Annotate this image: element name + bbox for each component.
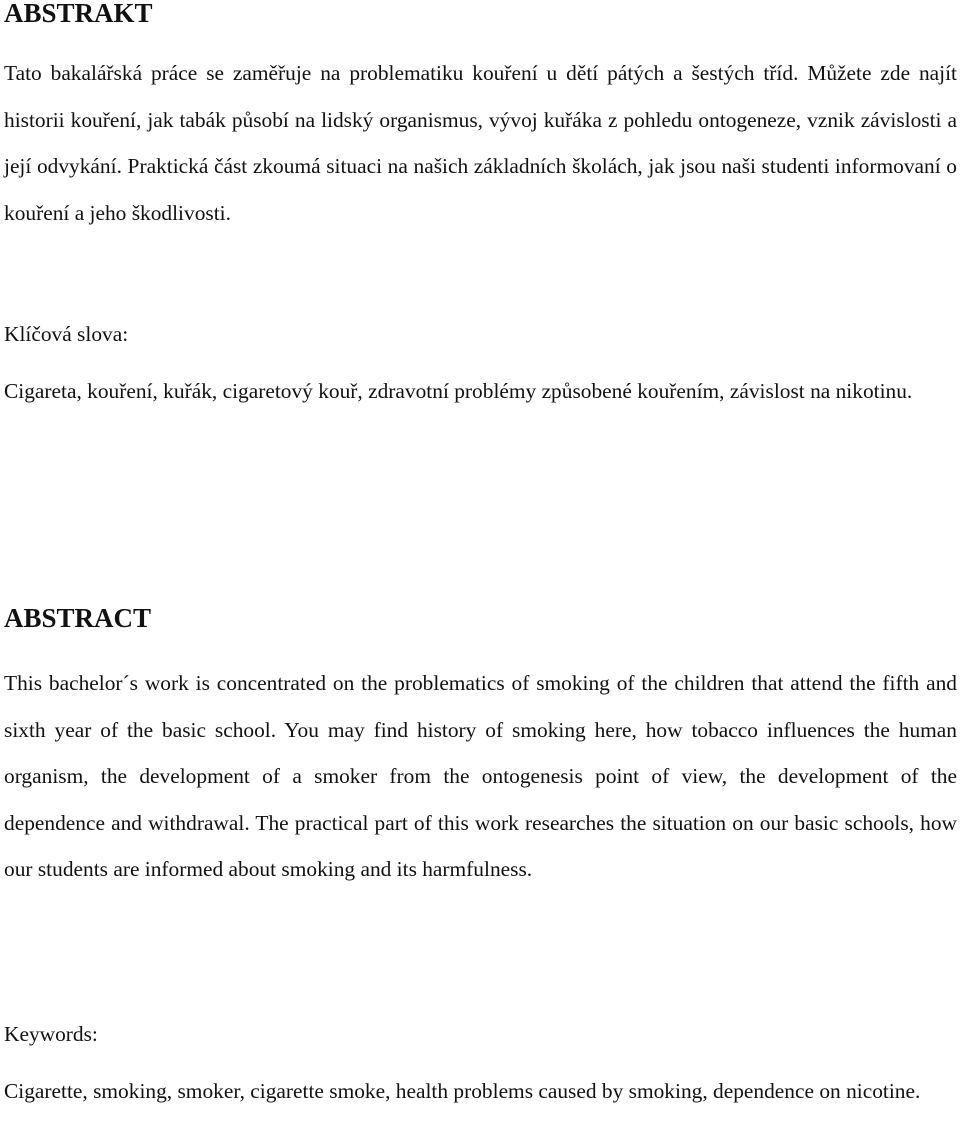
keywords-label-english: Keywords: — [4, 1022, 98, 1046]
abstract-paragraph-czech: Tato bakalářská práce se zaměřuje na problematiku kouření u dětí pátých a šestých tříd. Můžete zde najít historii kouření, jak tabák působí na lidský organismus, vývoj kuřáka z pohledu ontogeneze, vznik závislosti a její odvykání. Praktická část zkoumá situaci na našich základních školách, jak jsou naši studenti informovaní o kouření a jeho škodlivosti. — [4, 61, 957, 225]
keywords-text-czech: Cigareta, kouření, kuřák, cigaretový kouř, zdravotní problémy způsobené kouřením, závislost na nikotinu. — [4, 379, 913, 403]
keywords-label-czech: Klíčová slova: — [4, 322, 129, 346]
abstract-heading-english: ABSTRACT — [4, 603, 152, 633]
abstract-paragraph-english: This bachelor´s work is concentrated on the problematics of smoking of the children that attend the fifth and sixth year of the basic school. You may find history of smoking here, how tobacco influences the human organism, the development of a smoker from the ontogenesis point of view, the development of the dependence and withdrawal. The practical part of this work researches the situation on our basic schools, how our students are informed about smoking and its harmfulness. — [4, 671, 957, 881]
abstract-heading-czech: ABSTRAKT — [4, 0, 153, 28]
keywords-text-english: Cigarette, smoking, smoker, cigarette smoke, health problems caused by smoking, dependence on nicotine. — [4, 1079, 921, 1103]
